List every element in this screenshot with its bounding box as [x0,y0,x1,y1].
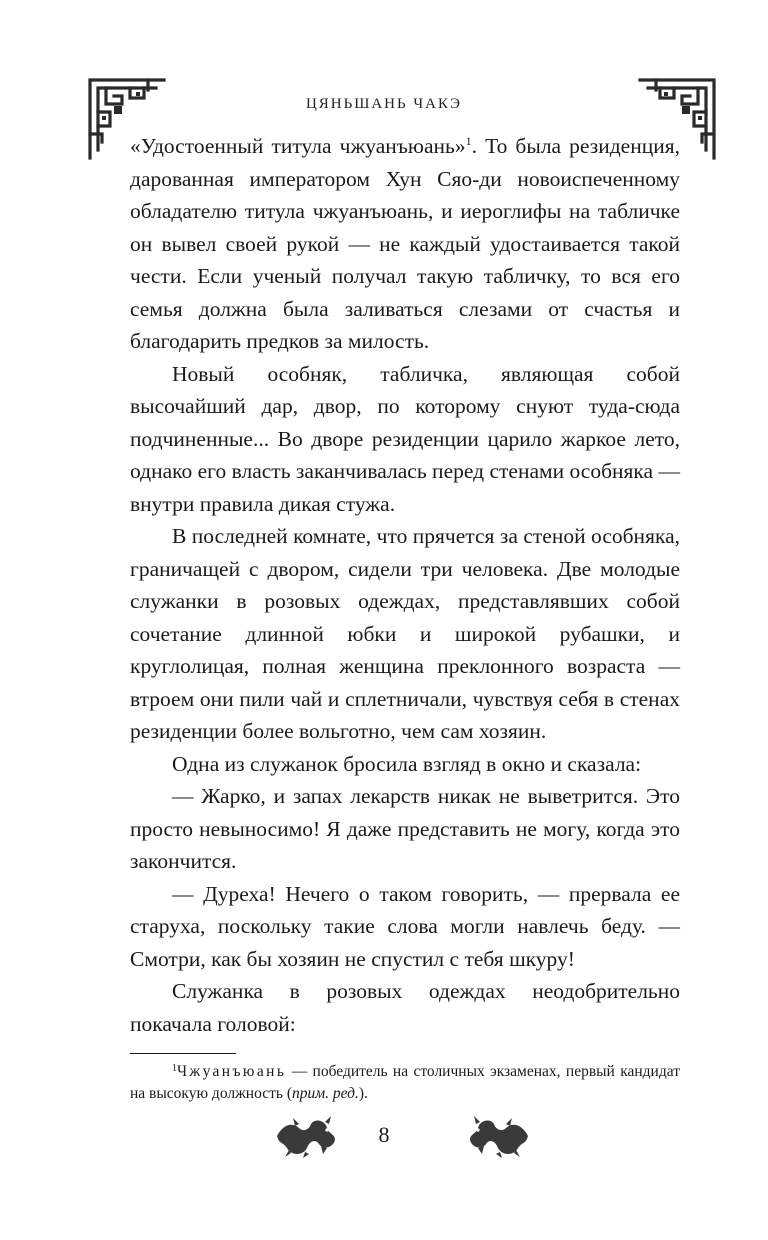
paragraph-rest: . То была резиденция, дарованная императором Хун Сяо-ди новоиспеченному обладателю титула чжуанъюань, и иероглифы на табличке он вывел своей рукой — не каждый удостаивается такой чести. Если ученый получал такую табличку, то вся его семья должна была заливаться слезами от счастья и благодарить предков за милость. [130,134,680,353]
footnote-divider [130,1053,236,1054]
footnote-reference[interactable]: 1 [465,134,472,148]
body-text [130,130,680,1040]
paragraph-lead: «Удостоенный титула чжуанъюань» [130,134,466,158]
running-title: ЦЯНЬШАНЬ ЧАКЭ [305,96,463,112]
page-number: 8 [378,1122,390,1147]
paragraph: В последней комнате, что прячется за стеной особняка, граничащей с двором, сидели три человека. Две молодые служанки в розовых одеждах, представлявших собой сочетание длинной юбки и широкой рубашки, и круглолицая, полная женщина преклонного возраста — втроем они пили чай и сплетничали, чувствуя себя в стенах резиденции более вольготно, чем сам хозяин. [130,524,680,743]
paragraph: Новый особняк, табличка, являющая собой высочайший дар, двор, по которому снуют туда-сюда подчиненные... Во дворе резиденции царило жаркое лето, однако его власть заканчивалась перед стенами особняка — внутри правила дикая стужа. [130,361,680,516]
paragraph: Служанка в розовых одеждах неодобрительно покачала головой: [130,979,680,1036]
footnote-text: — победитель на столичных экзаменах, первый кандидат на высокую должность ( [130,1063,680,1102]
footnote-end: ). [358,1085,368,1102]
footnote [130,1061,680,1105]
footnote-term: Чжуанъюань [177,1063,287,1080]
footnote-editor-note: прим. ред. [292,1085,359,1102]
footnote-marker: 1 [172,1063,177,1074]
dragon-right-icon [468,1116,530,1158]
dragon-left-icon [275,1116,337,1158]
paragraph: — Дуреха! Нечего о таком говорить, — прервала ее старуха, поскольку такие слова могли навлечь беду. — Смотри, как бы хозяин не спустил с тебя шкуру! [130,881,680,971]
paragraph: Одна из служанок бросила взгляд в окно и сказала: [172,751,642,776]
paragraph [130,130,680,358]
paragraph: — Жарко, и запах лекарств никак не выветрится. Это просто невыносимо! Я даже представить не могу, когда это закончится. [130,784,680,873]
